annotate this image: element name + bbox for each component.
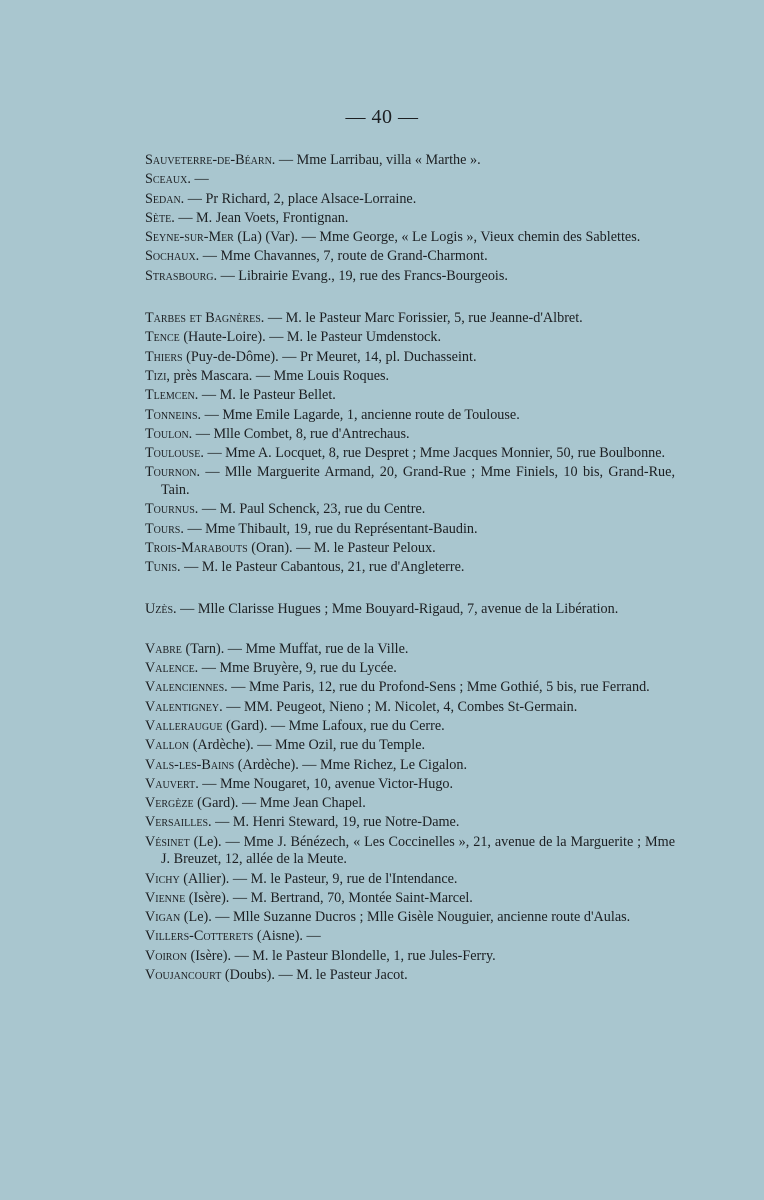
place-name: Sceaux.: [145, 171, 191, 188]
place-name: Vallon: [145, 737, 190, 754]
contact-details: —: [190, 171, 209, 188]
place-name: Voiron: [145, 947, 187, 964]
directory-entry: [145, 191, 675, 209]
contact-details: (Le). — Mme J. Bénézech, « Les Coccinelles », 21, avenue de la Marguerite ; Mme J. Breuzet, 12, allée de la Meute.: [161, 833, 675, 868]
directory-entry: [145, 445, 675, 463]
contact-details: (Haute-Loire). — M. le Pasteur Umdenstock.: [179, 329, 441, 346]
place-name: Tunis.: [145, 559, 181, 576]
directory-entry: [145, 757, 675, 775]
directory-entry: [145, 540, 675, 558]
contact-details: — M. Paul Schenck, 23, rue du Centre.: [198, 501, 426, 518]
place-name: Vichy: [145, 870, 180, 887]
contact-details: (Isère). — M. le Pasteur Blondelle, 1, rue Jules-Ferry.: [186, 947, 496, 964]
directory-entry: [145, 310, 675, 328]
contact-details: (Gard). — Mme Jean Chapel.: [193, 795, 366, 812]
place-name: Tizi,: [145, 367, 170, 384]
place-name: Valence.: [145, 660, 199, 677]
contact-details: près Mascara. — Mme Louis Roques.: [169, 367, 390, 384]
directory-entry: [145, 909, 675, 927]
contact-details: — Mme Thibault, 19, rue du Représentant-Baudin.: [183, 520, 478, 537]
contact-details: (Gard). — Mme Lafoux, rue du Cerre.: [222, 717, 445, 734]
place-name: Uzès.: [145, 601, 177, 618]
contact-details: (Ardèche). — Mme Richez, Le Cigalon.: [234, 756, 468, 773]
directory-entry: [145, 871, 675, 889]
directory-entry: [145, 248, 675, 266]
contact-details: (Tarn). — Mme Muffat, rue de la Ville.: [181, 640, 409, 657]
place-name: Strasbourg.: [145, 267, 218, 284]
contact-details: — M. le Pasteur Bellet.: [198, 387, 336, 404]
contact-details: (Oran). — M. le Pasteur Peloux.: [247, 539, 436, 556]
place-name: Vabre: [145, 640, 182, 657]
contact-details: — Mme Paris, 12, rue du Profond-Sens ; Mme Gothié, 5 bis, rue Ferrand.: [227, 679, 650, 696]
directory-entry: [145, 928, 675, 946]
contact-details: — MM. Peugeot, Nieno ; M. Nicolet, 4, Combes St-Germain.: [222, 698, 578, 715]
directory-entry: [145, 737, 675, 755]
directory-entry: [145, 464, 675, 499]
contact-details: — Mme Emile Lagarde, 1, ancienne route de Toulouse.: [201, 406, 520, 423]
directory-entry: [145, 559, 675, 577]
place-name: Versailles.: [145, 814, 212, 831]
place-name: Toulon.: [145, 425, 193, 442]
contact-details: — Mme Larribau, villa « Marthe ».: [275, 152, 481, 168]
place-name: Vienne: [145, 889, 186, 906]
contact-details: (Le). — Mlle Suzanne Ducros ; Mlle Gisèle Nouguier, ancienne route d'Aulas.: [180, 909, 631, 926]
contact-details: — Mme Nougaret, 10, avenue Victor-Hugo.: [198, 775, 454, 792]
directory-entry: [145, 967, 675, 985]
directory-entry: [145, 329, 675, 347]
contact-details: (Ardèche). — Mme Ozil, rue du Temple.: [189, 737, 426, 754]
directory-entry: [145, 210, 675, 228]
place-name: Vauvert.: [145, 775, 199, 792]
directory-entry: [145, 718, 675, 736]
directory-entry: [145, 229, 675, 247]
section-spacer: [145, 578, 675, 601]
place-name: Tournus.: [145, 501, 199, 518]
contact-details: — M. Jean Voets, Frontignan.: [174, 209, 349, 226]
directory-entry: [145, 834, 675, 869]
place-name: Vésinet: [145, 833, 190, 850]
directory-entry: [145, 601, 675, 619]
directory-list: [145, 152, 675, 986]
place-name: Voujancourt: [145, 966, 222, 983]
place-name: Sedan.: [145, 190, 185, 207]
place-name: Valleraugue: [145, 717, 223, 734]
contact-details: — Pr Richard, 2, place Alsace-Lorraine.: [184, 190, 417, 207]
contact-details: — M. le Pasteur Cabantous, 21, rue d'Angleterre.: [180, 559, 465, 576]
place-name: Vigan: [145, 909, 181, 926]
contact-details: — M. le Pasteur Marc Forissier, 5, rue Jeanne-d'Albret.: [264, 310, 583, 327]
directory-entry: [145, 521, 675, 539]
place-name: Valentigney.: [145, 698, 223, 715]
place-name: Villers-Cotterets: [145, 928, 254, 945]
contact-details: — Mlle Marguerite Armand, 20, Grand-Rue ; Mme Finiels, 10 bis, Grand-Rue, Tain.: [161, 464, 675, 498]
contact-details: — Mlle Combet, 8, rue d'Antrechaus.: [192, 425, 410, 442]
page-number: — 40 —: [345, 106, 419, 128]
place-name: Trois-Marabouts: [145, 539, 248, 556]
place-name: Sauveterre-de-Béarn.: [145, 152, 276, 168]
directory-entry: [145, 679, 675, 697]
place-name: Vals-les-Bains: [145, 756, 235, 773]
place-name: Toulouse.: [145, 445, 204, 462]
contact-details: — Mme A. Locquet, 8, rue Despret ; Mme Jacques Monnier, 50, rue Boulbonne.: [203, 445, 666, 462]
contact-details: (Isère). — M. Bertrand, 70, Montée Saint-Marcel.: [185, 889, 473, 906]
contact-details: (Aisne). —: [253, 928, 321, 945]
contact-details: — Mme Bruyère, 9, rue du Lycée.: [198, 660, 397, 677]
place-name: Tonneins.: [145, 406, 202, 423]
section-spacer: [145, 287, 675, 310]
place-name: Tence: [145, 329, 180, 346]
directory-entry: [145, 426, 675, 444]
directory-entry: [145, 776, 675, 794]
contact-details: (La) (Var). — Mme George, « Le Logis », Vieux chemin des Sablettes.: [233, 229, 641, 246]
directory-entry: [145, 407, 675, 425]
contact-details: (Allier). — M. le Pasteur, 9, rue de l'Intendance.: [179, 870, 458, 887]
directory-entry: [145, 501, 675, 519]
directory-entry: [145, 795, 675, 813]
directory-entry: [145, 641, 675, 659]
place-name: Sochaux.: [145, 248, 200, 265]
place-name: Valenciennes.: [145, 679, 228, 696]
directory-entry: [145, 660, 675, 678]
directory-entry: [145, 814, 675, 832]
directory-entry: [145, 890, 675, 908]
directory-entry: [145, 699, 675, 717]
contact-details: — Librairie Evang., 19, rue des Francs-Bourgeois.: [217, 267, 508, 284]
place-name: Thiers: [145, 348, 183, 365]
directory-entry: [145, 368, 675, 386]
place-name: Tournon.: [145, 464, 200, 481]
place-name: Tarbes et Bagnères.: [145, 310, 265, 327]
directory-entry: [145, 152, 675, 170]
contact-details: (Puy-de-Dôme). — Pr Meuret, 14, pl. Duchasseint.: [182, 348, 477, 365]
place-name: Vergèze: [145, 795, 194, 812]
directory-entry: [145, 268, 675, 286]
directory-entry: [145, 387, 675, 405]
contact-details: — M. Henri Steward, 19, rue Notre-Dame.: [211, 814, 460, 831]
directory-entry: [145, 948, 675, 966]
place-name: Sète.: [145, 209, 175, 226]
directory-entry: [145, 171, 675, 189]
contact-details: (Doubs). — M. le Pasteur Jacot.: [221, 966, 408, 983]
contact-details: — Mlle Clarisse Hugues ; Mme Bouyard-Rigaud, 7, avenue de la Libération.: [176, 601, 619, 618]
directory-entry: [145, 349, 675, 367]
place-name: Tours.: [145, 520, 184, 537]
place-name: Seyne-sur-Mer: [145, 229, 234, 246]
place-name: Tlemcen.: [145, 387, 199, 404]
contact-details: — Mme Chavannes, 7, route de Grand-Charmont.: [199, 248, 488, 265]
section-spacer: [145, 621, 675, 641]
